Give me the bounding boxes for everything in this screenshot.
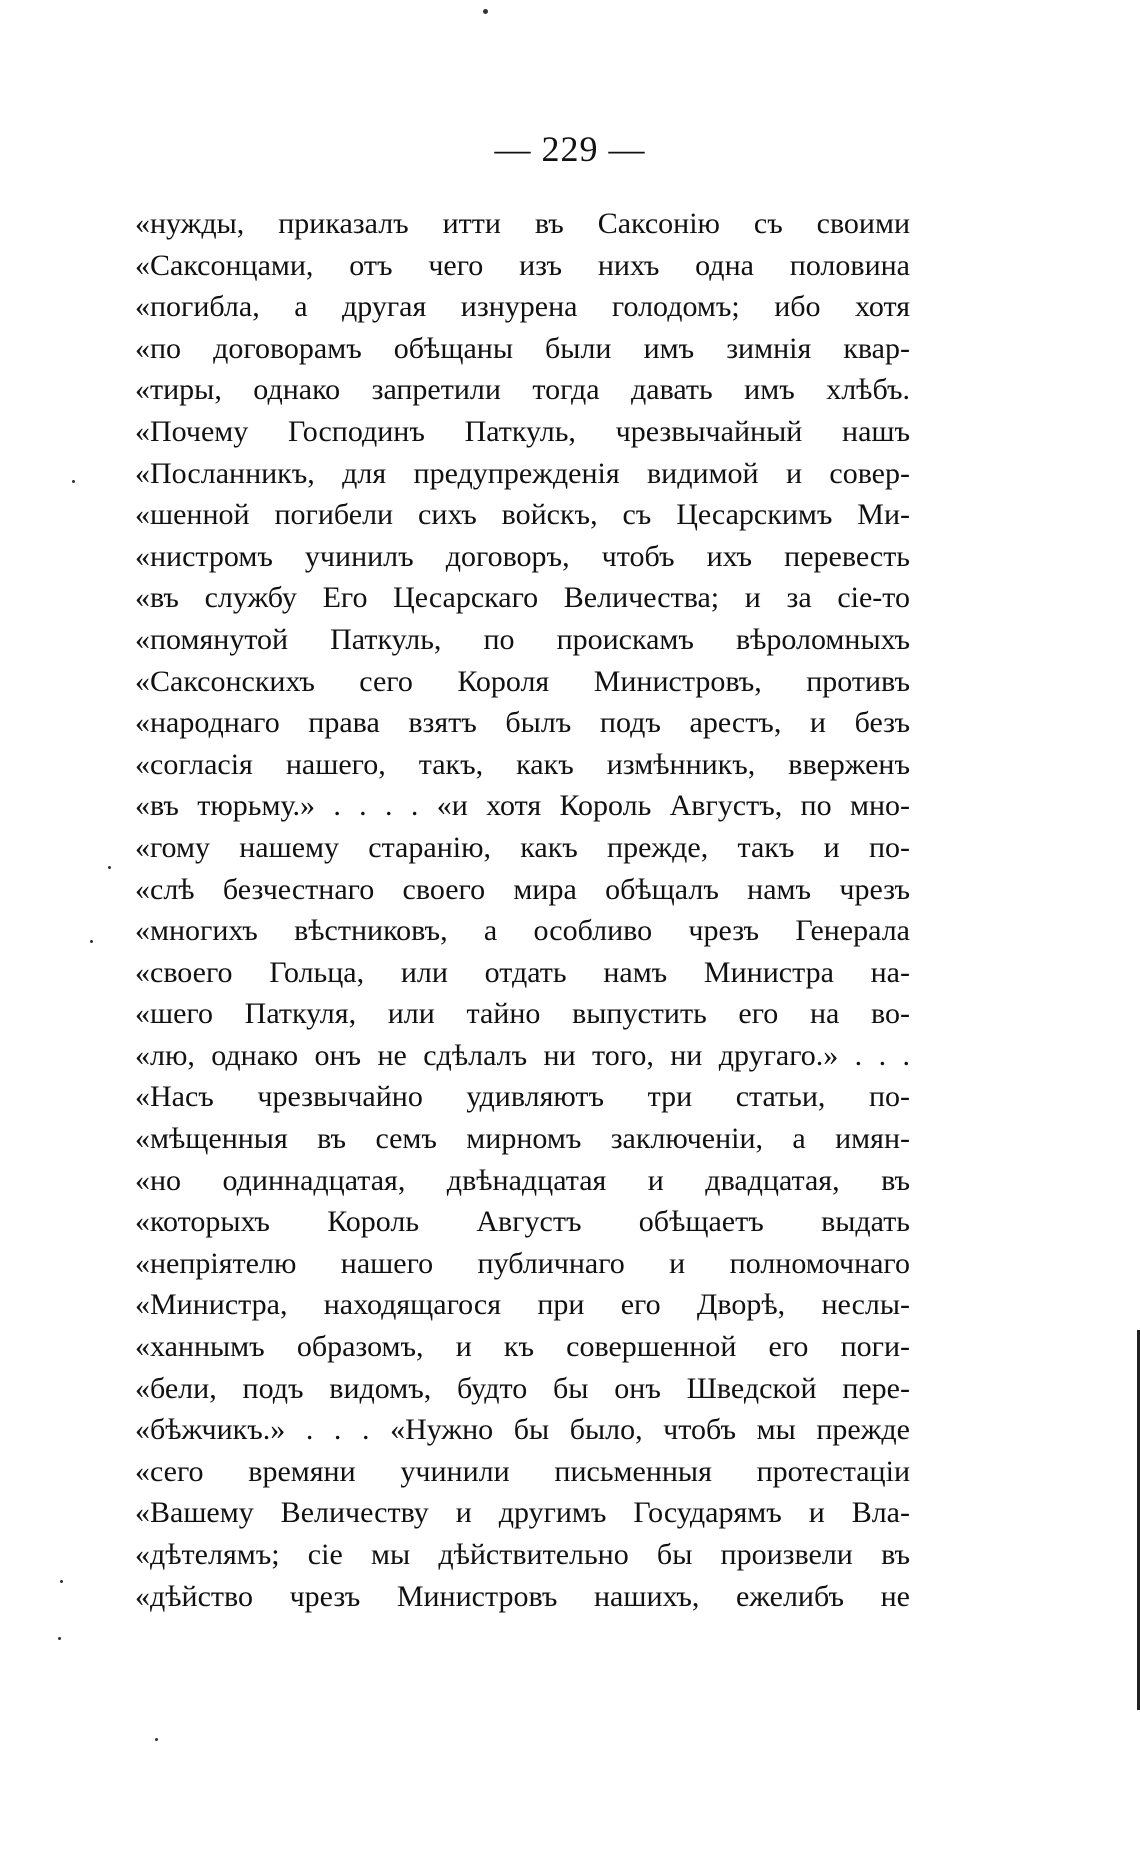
text-line: «лю, однако онъ не сдѣлалъ ни того, ни другаго.» . . . [135,1038,910,1072]
scan-speck [90,940,93,943]
text-line: «непріятелю нашего публичнаго и полномочнаго [135,1246,910,1280]
scan-speck [58,1637,61,1640]
scan-speck [60,1580,63,1583]
body-text [135,203,910,1617]
text-line: «дѣтелямъ; сіе мы дѣйствительно бы произвели въ [135,1538,910,1571]
text-line: «своего Гольца, или отдать намъ Министра на- [135,955,910,989]
text-line: «мѣщенныя въ семъ мирномъ заключеніи, а имян- [135,1122,910,1156]
text-line: «которыхъ Король Августъ обѣщаетъ выдать [135,1205,910,1239]
text-line: «нужды, приказалъ итти въ Саксонію съ своими [135,207,910,240]
text-line: «Вашему Величеству и другимъ Государямъ и Вла- [135,1496,910,1530]
text-line: «Насъ чрезвычайно удивляютъ три статьи, по- [135,1080,910,1114]
text-line: «дѣйство чрезъ Министровъ нашихъ, ежелибъ не [135,1579,910,1613]
text-line: «гому нашему старанію, какъ прежде, такъ и по- [135,830,910,864]
text-line: «согласія нашего, такъ, какъ измѣнникъ, вверженъ [135,747,910,781]
text-line: «Посланникъ, для предупрежденія видимой и совер- [135,456,910,490]
text-line: «Саксонцами, отъ чего изъ нихъ одна половина [135,248,910,282]
text-line: «бели, подъ видомъ, будто бы онъ Шведской пере- [135,1371,910,1405]
text-line: «нистромъ учинилъ договоръ, чтобъ ихъ перевесть [135,539,910,573]
text-line: «но одиннадцатая, двѣнадцатая и двадцатая, въ [135,1163,910,1197]
text-line: «слѣ безчестнаго своего мира обѣщалъ намъ чрезъ [135,872,910,906]
page-number: — 229 — [494,129,646,169]
scan-speck [155,1738,158,1741]
text-line: «шего Паткуля, или тайно выпустить его на во- [135,997,910,1031]
text-line: «по договорамъ обѣщаны были имъ зимнія квар- [135,331,910,365]
text-line: «народнаго права взятъ былъ подъ арестъ, и безъ [135,706,910,740]
text-line: «многихъ вѣстниковъ, а особливо чрезъ Генерала [135,914,910,948]
text-line: «помянутой Паткуль, по проискамъ вѣроломныхъ [135,622,910,656]
text-line: «тиры, однако запретили тогда давать имъ хлѣбъ. [135,373,910,407]
text-line: «Министра, находящагося при его Дворѣ, неслы- [135,1288,910,1322]
text-line: «въ тюрьму.» . . . . «и хотя Король Августъ, по мно- [135,789,910,823]
text-line: «Саксонскихъ сего Короля Министровъ, противъ [135,664,910,698]
text-line: «сего времяни учинили письменныя протестаціи [135,1454,910,1488]
scan-speck [72,480,75,483]
scan-speck [483,9,488,14]
text-line: «ханнымъ образомъ, и къ совершенной его поги- [135,1330,910,1364]
text-line: «бѣжчикъ.» . . . «Нужно бы было, чтобъ мы прежде [135,1413,910,1447]
text-line: «погибла, а другая изнурена голодомъ; ибо хотя [135,290,910,324]
text-line: «Почему Господинъ Паткуль, чрезвычайный нашъ [135,414,910,448]
scan-speck [108,866,111,869]
text-line: «въ службу Его Цесарскаго Величества; и за сіе-то [135,581,910,615]
text-line: «шенной погибели сихъ войскъ, съ Цесарскимъ Ми- [135,498,910,532]
